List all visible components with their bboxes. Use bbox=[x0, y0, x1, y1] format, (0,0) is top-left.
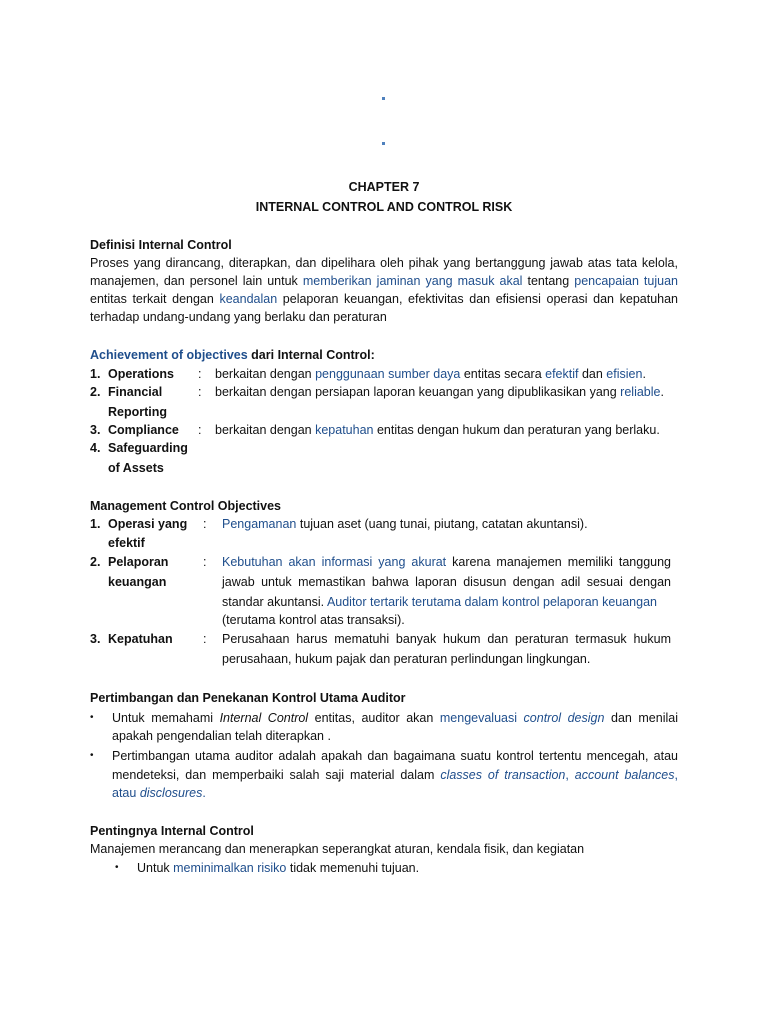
bullet-text-line: mendeteksi, dan memperbaiki salah saji material dalam classes of transaction, account balances, bbox=[112, 768, 678, 782]
paragraph-line: Kebutuhan akan informasi yang akurat karena manajemen memiliki tanggung bbox=[222, 555, 672, 569]
section-heading-pentingnya: Pentingnya Internal Control bbox=[90, 824, 254, 838]
paragraph-line: Manajemen merancang dan menerapkan seperangkat aturan, kendala fisik, dan kegiatan bbox=[90, 842, 585, 856]
section-heading-pertimbangan: Pertimbangan dan Penekanan Kontrol Utama Auditor bbox=[90, 691, 406, 705]
paragraph-line: terhadap undang-undang yang berlaku dan peraturan bbox=[90, 310, 387, 324]
page-title: INTERNAL CONTROL AND CONTROL RISK bbox=[255, 200, 513, 214]
paragraph-line: standar akuntansi. Auditor tertarik terutama dalam kontrol pelaporan keuangan bbox=[222, 595, 657, 609]
bullet-text-line: atau disclosures. bbox=[112, 786, 206, 800]
paragraph-line: Perusahaan harus mematuhi banyak hukum dan peraturan termasuk hukum bbox=[222, 632, 671, 646]
bullet-text-line: apakah pengendalian telah diterapkan . bbox=[112, 729, 331, 743]
chapter-label: CHAPTER 7 bbox=[348, 180, 420, 194]
paragraph-line: entitas terkait dengan keandalan pelaporan keuangan, efektivitas dan efisiensi operasi dan kepatuhan bbox=[90, 292, 679, 306]
paragraph-line: perusahaan, hukum pajak dan peraturan perlindungan lingkungan. bbox=[222, 652, 591, 666]
paragraph-line: jawab untuk memastikan bahwa laporan disusun dengan adil sesuai dengan bbox=[222, 575, 671, 589]
document-page: CHAPTER 7 INTERNAL CONTROL AND CONTROL RISK Definisi Internal Control Proses yang dirancang, diterapkan, dan dipelihara oleh pihak yang bertanggung jawab atas tata kelola, manajemen, dan personel lain untuk memberikan jaminan yang masuk akal tentang pencapaian tujuan entitas terkait dengan keandalan pelaporan keuangan, efektivitas dan efisiensi operasi dan kepatuhan terhadap undang-undang yang berlaku dan peraturan Achievement of objectives dari Internal Control: 1. Operations : berkaitan dengan penggunaan sumber daya entitas secara efektif dan efisien. 2. Financial Reporting : berkaitan dengan persiapan laporan keuangan yang dipublikasikan yang reliable. 3. Compliance : berkaitan dengan kepatuhan entitas dengan hukum dan peraturan yang berlaku. 4. Safeguarding of Assets Management Control Objectives 1. Operasi yang efektif : Pengamanan tujuan aset (uang tunai, piutang, catatan akuntansi). 2. Pelaporan keuangan : Kebutuhan akan informasi yang akurat karena manajemen memiliki tanggung jawab untuk memastikan bahwa laporan disusun dengan adil sesuai dengan standar akuntansi. Auditor tertarik terutama dalam kontrol pelaporan keuangan (terutama kontrol atas transaksi). 3. Kepatuhan : Perusahaan harus mematuhi banyak hukum dan peraturan termasuk hukum perusahaan, hukum pajak dan peraturan perlindungan lingkungan. Pertimbangan dan Penekanan Kontrol Utama Auditor • Untuk memahami Internal Control entitas, auditor akan mengevaluasi control design dan menilai apakah pengendalian telah diterapkan . • Pertimbangan utama auditor adalah apakah dan bagaimana suatu kontrol tertentu mencegah, atau mendeteksi, dan memperbaiki salah saji material dalam classes of transaction, account balances, atau disclosures. Pentingnya Internal Control Manajemen merancang dan menerapkan seperangkat aturan, kendala fisik, dan kegiatan • Untuk meminimalkan risiko tidak memenuhi tujuan. bbox=[0, 0, 768, 1024]
section-heading-definisi: Definisi Internal Control bbox=[90, 238, 232, 252]
decorative-dot bbox=[382, 142, 385, 145]
section-heading-achievement: Achievement of objectives dari Internal Control: bbox=[90, 348, 375, 362]
bullet-text-line: Untuk memahami Internal Control entitas, auditor akan mengevaluasi control design dan menilai bbox=[112, 711, 678, 725]
bullet-text-line: Untuk meminimalkan risiko tidak memenuhi tujuan. bbox=[137, 861, 420, 875]
decorative-dot bbox=[382, 97, 385, 100]
paragraph-line: manajemen, dan personel lain untuk memberikan jaminan yang masuk akal tentang pencapaian tujuan bbox=[90, 274, 678, 288]
paragraph-line: Proses yang dirancang, diterapkan, dan dipelihara oleh pihak yang bertanggung jawab atas tata kelola, bbox=[90, 256, 678, 270]
section-heading-management: Management Control Objectives bbox=[90, 499, 282, 513]
bullet-text-line: Pertimbangan utama auditor adalah apakah dan bagaimana suatu kontrol tertentu mencegah, atau bbox=[112, 749, 678, 763]
paragraph-line: (terutama kontrol atas transaksi). bbox=[222, 613, 405, 627]
